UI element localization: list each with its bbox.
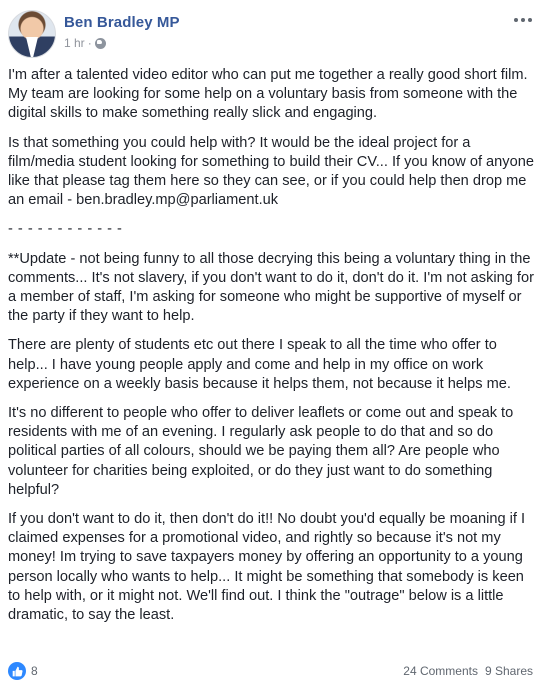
- post-paragraph: If you don't want to do it, then don't do it!! No doubt you'd equally be moaning if I claimed expenses for a promotional video, and rightly so because it's not my money! Im trying to save taxpayers money by offering an opportunity to a young person locally who wants to help... It might be something that somebody is keen to help with, or it might not. We'll find out. I think the "outrage" below is a little dramatic, to say the least.: [8, 511, 526, 624]
- post-paragraph: **Update - not being funny to all those decrying this being a voluntary thing in the comments... It's not slavery, if you don't want to do it, don't do it. I'm not asking for a member of staff, I'm asking for someone who might be supportive of myself or the party if they want to help.: [8, 250, 534, 325]
- post-footer: [8, 660, 533, 684]
- reaction-count[interactable]: 8: [31, 664, 38, 678]
- engagement-counts: [403, 664, 533, 678]
- author-avatar[interactable]: [8, 10, 56, 58]
- post-paragraph: Is that something you could help with? It would be the ideal project for a film/media student looking for something to build their CV... If you know of anyone like that please tag them here so they can see, or if you could help then drop me an email - ben.bradley.mp@parliament.uk: [8, 134, 534, 209]
- more-dot: [528, 18, 532, 22]
- globe-icon[interactable]: [95, 38, 106, 49]
- post-meta: [64, 36, 106, 50]
- post-timestamp[interactable]: 1 hr: [64, 36, 85, 50]
- author-name[interactable]: Ben Bradley MP: [64, 14, 180, 31]
- meta-separator: ·: [87, 36, 92, 50]
- post-body: [8, 66, 538, 635]
- shares-count-link[interactable]: 9 Shares: [484, 664, 533, 678]
- like-icon[interactable]: [8, 662, 26, 680]
- post-paragraph: I'm after a talented video editor who can put me together a really good short film. My team are looking for some help on a voluntary basis from someone with the digital skills to make something really slick and engaging.: [8, 67, 528, 122]
- thumbs-up-icon: [12, 666, 23, 677]
- post-paragraph: It's no different to people who offer to deliver leaflets or come out and speak to residents with me of an evening. I regularly ask people to do that and so do political parties of all colours, should we be paying them all? Are people who volunteer for charities being exploited, or do they just want to do something helpful?: [8, 405, 514, 498]
- more-dot: [514, 18, 518, 22]
- comments-count-link[interactable]: 24 Comments: [403, 664, 478, 678]
- post-header: [8, 10, 535, 58]
- post-separator-line: - - - - - - - - - - - -: [8, 221, 123, 238]
- more-options-icon[interactable]: [513, 14, 533, 26]
- more-dot: [521, 18, 525, 22]
- post-paragraph: There are plenty of students etc out there I speak to all the time who offer to help... I have young people apply and come and help in my office on work experience on a weekly basis because it helps them, not because it helps me.: [8, 337, 511, 392]
